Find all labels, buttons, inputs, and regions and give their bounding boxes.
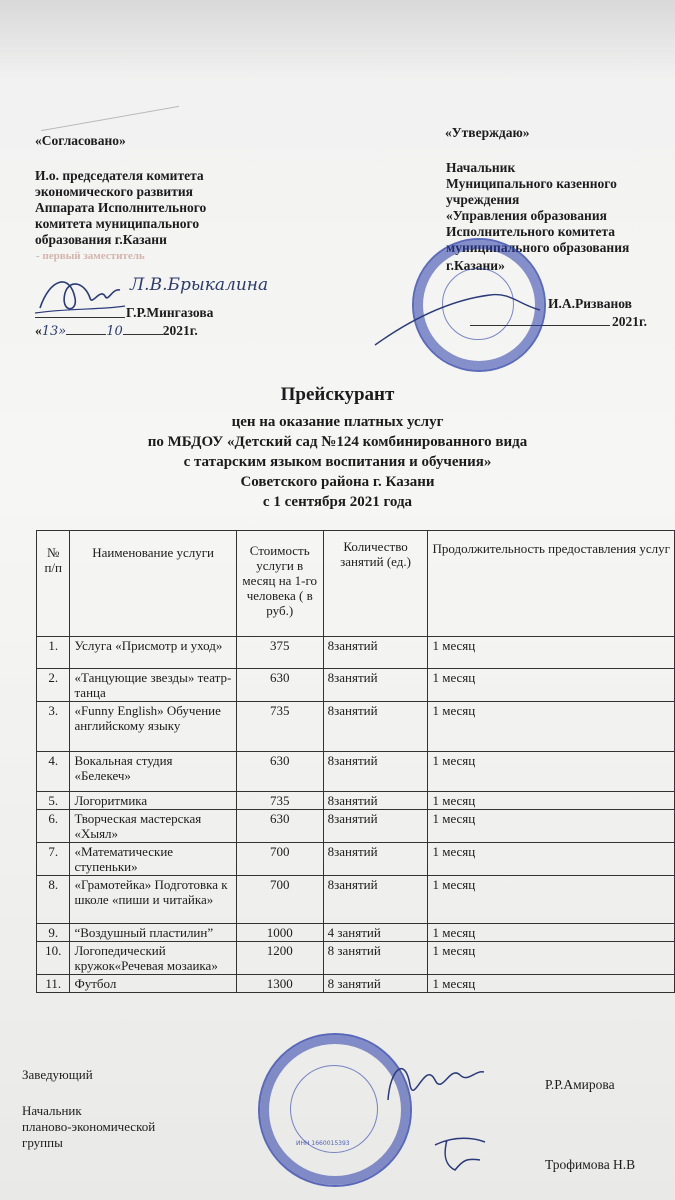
service-cost: 630 [236, 669, 323, 702]
header-number: № п/п [37, 531, 70, 637]
service-cost: 735 [236, 792, 323, 810]
document-title: Прейскурант [280, 384, 395, 405]
table-row [37, 637, 675, 669]
service-duration: 1 месяц [428, 876, 675, 924]
header-service: Наименование услуги [70, 531, 236, 637]
row-number: 11. [37, 975, 70, 993]
planning-head-line-3: группы [22, 1135, 63, 1150]
service-name: Вокальная студия «Белекеч» [70, 752, 236, 792]
service-name: «Грамотейка» Подготовка к школе «пиши и читайка» [70, 876, 236, 924]
session-count: 8занятий [323, 702, 428, 752]
head-name: Р.Р.Амирова [545, 1077, 615, 1092]
head-label: Заведующий [22, 1067, 93, 1082]
service-name: «Funny English» Обучение английскому языку [70, 702, 236, 752]
row-number: 8. [37, 876, 70, 924]
service-name: Творческая мастерская «Хыял» [70, 810, 236, 843]
table-row [37, 924, 675, 942]
approve-label: «Утверждаю» [445, 125, 530, 140]
table-row [37, 843, 675, 876]
table-row [37, 942, 675, 975]
table-header-row [37, 531, 675, 637]
subtitle-line-1: цен на оказание платных услуг [231, 414, 444, 430]
service-duration: 1 месяц [428, 752, 675, 792]
row-number: 3. [37, 702, 70, 752]
approve-line-4: «Управления образования [446, 208, 607, 223]
row-number: 7. [37, 843, 70, 876]
session-count: 8занятий [323, 843, 428, 876]
economist-signature [425, 1130, 495, 1175]
service-name: Логопедический кружок«Речевая мозаика» [70, 942, 236, 975]
service-duration: 1 месяц [428, 810, 675, 843]
row-number: 6. [37, 810, 70, 843]
left-date: «13» 10 2021г. [35, 323, 198, 339]
service-duration: 1 месяц [428, 792, 675, 810]
service-name: «Танцующие звезды» театр-танца [70, 669, 236, 702]
agreed-line-3: Аппарата Исполнительного [35, 200, 207, 215]
service-cost: 630 [236, 752, 323, 792]
session-count: 4 занятий [323, 924, 428, 942]
table-row [37, 752, 675, 792]
table-row [37, 702, 675, 752]
table-row [37, 669, 675, 702]
approve-line-5: Исполнительного комитета [446, 224, 615, 239]
paper-fold [41, 106, 179, 131]
session-count: 8занятий [323, 810, 428, 843]
header-cost: Стоимость услуги в месяц на 1-го человека ( в руб.) [236, 531, 323, 637]
session-count: 8 занятий [323, 975, 428, 993]
row-number: 2. [37, 669, 70, 702]
agreed-line-2: экономического развития [35, 184, 193, 199]
session-count: 8занятий [323, 876, 428, 924]
service-cost: 1000 [236, 924, 323, 942]
signature-underline-left [35, 317, 125, 318]
service-duration: 1 месяц [428, 637, 675, 669]
service-duration: 1 месяц [428, 843, 675, 876]
subtitle-line-2: по МБДОУ «Детский сад №124 комбинированного вида [147, 434, 528, 450]
header-quantity: Количество занятий (ед.) [323, 531, 428, 637]
table-row [37, 810, 675, 843]
table-row [37, 792, 675, 810]
planning-head-line-2: планово-экономической [22, 1119, 156, 1134]
session-count: 8 занятий [323, 942, 428, 975]
director-signature [380, 1050, 490, 1110]
service-cost: 630 [236, 810, 323, 843]
agreed-line-1: И.о. председателя комитета [35, 168, 204, 183]
photo-edge-shadow [0, 0, 675, 80]
subtitle-line-3: с татарским языком воспитания и обучения» [183, 454, 492, 470]
subtitle-line-5: с 1 сентября 2021 года [262, 494, 413, 510]
session-count: 8занятий [323, 637, 428, 669]
service-duration: 1 месяц [428, 975, 675, 993]
approve-line-2: Муниципального казенного [446, 176, 617, 191]
service-name: Футбол [70, 975, 236, 993]
right-year: 2021г. [612, 314, 647, 329]
approve-line-7: г.Казани» [446, 258, 505, 273]
header-duration: Продолжительность предоставления услуг [428, 531, 675, 637]
service-duration: 1 месяц [428, 702, 675, 752]
row-number: 1. [37, 637, 70, 669]
service-cost: 700 [236, 876, 323, 924]
service-name: Услуга «Присмотр и уход» [70, 637, 236, 669]
agreed-line-5: образования г.Казани [35, 232, 167, 247]
service-duration: 1 месяц [428, 924, 675, 942]
faded-stamp-text: - первый заместитель [36, 250, 145, 262]
approve-line-1: Начальник [446, 160, 516, 175]
service-name: Логоритмика [70, 792, 236, 810]
row-number: 5. [37, 792, 70, 810]
service-cost: 1200 [236, 942, 323, 975]
table-row [37, 975, 675, 993]
session-count: 8занятий [323, 752, 428, 792]
row-number: 4. [37, 752, 70, 792]
planning-head-line-1: Начальник [22, 1103, 82, 1118]
service-cost: 700 [236, 843, 323, 876]
session-count: 8занятий [323, 669, 428, 702]
agreed-line-4: комитета муниципального [35, 216, 200, 231]
approve-line-6: муниципального образования [446, 240, 630, 255]
service-name: «Математические ступеньки» [70, 843, 236, 876]
session-count: 8занятий [323, 792, 428, 810]
handwritten-name-left: Л.В.Брыкалина [130, 275, 269, 295]
right-signature [370, 290, 550, 350]
approve-line-3: учреждения [446, 192, 520, 207]
service-cost: 375 [236, 637, 323, 669]
row-number: 10. [37, 942, 70, 975]
planning-head-name: Трофимова Н.В [545, 1157, 636, 1172]
price-table [36, 530, 675, 993]
service-cost: 1300 [236, 975, 323, 993]
table-row [37, 876, 675, 924]
service-name: “Воздушный пластилин” [70, 924, 236, 942]
row-number: 9. [37, 924, 70, 942]
service-duration: 1 месяц [428, 942, 675, 975]
right-signatory: И.А.Ризванов [548, 296, 632, 311]
service-cost: 735 [236, 702, 323, 752]
agreed-label: «Согласовано» [35, 133, 126, 148]
service-duration: 1 месяц [428, 669, 675, 702]
subtitle-line-4: Советского района г. Казани [240, 474, 435, 490]
left-signatory: Г.Р.Мингазова [126, 305, 214, 320]
stamp-inn: ИНН 1660015393 [296, 1140, 350, 1147]
